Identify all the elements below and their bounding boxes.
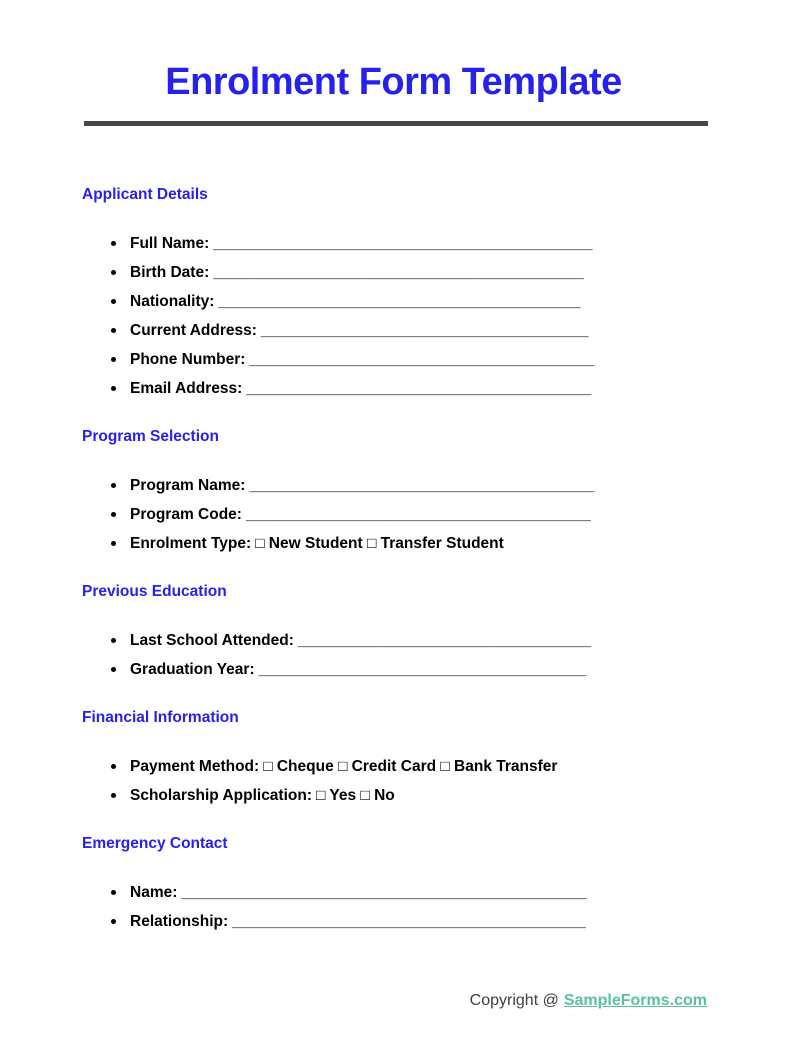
page-footer [470,991,707,1010]
field-program-name [82,471,787,500]
field-label: Program Code: [130,506,242,523]
blank-line: ________________________________________ [246,380,592,397]
field-enrolment-type [82,529,787,558]
field-full-name [82,229,787,258]
field-nationality [82,287,787,316]
field-program-code [82,500,787,529]
blank-line: __________________________________ [297,632,591,649]
section-applicant-details [82,184,787,403]
blank-line: ________________________________________ [245,506,591,523]
brand-link[interactable]: SampleForms.com [563,992,707,1009]
field-label: Full Name: [130,235,210,252]
title-divider [84,121,708,126]
blank-line: ___________________________________________ [213,264,584,281]
field-payment-method [82,752,787,781]
field-scholarship-application [82,781,787,810]
section-heading-financial-information: Financial Information [82,709,239,726]
field-last-school-attended [82,626,787,655]
section-heading-applicant-details: Applicant Details [82,186,208,203]
blank-line: ______________________________________ [258,661,587,678]
field-label: Nationality: [130,293,215,310]
field-label: Relationship: [130,913,229,930]
section-program-selection [82,426,787,558]
copyright-text: Copyright @ [469,992,559,1009]
field-list [82,471,787,558]
checkbox-options: □ Cheque □ Credit Card □ Bank Transfer [263,758,558,775]
field-current-address [82,316,787,345]
field-graduation-year [82,655,787,684]
field-phone-number [82,345,787,374]
field-email-address [82,374,787,403]
field-list [82,626,787,684]
section-heading-emergency-contact: Emergency Contact [82,835,228,852]
field-label: Last School Attended: [130,632,294,649]
blank-line: ________________________________________ [249,351,595,368]
checkbox-options: □ Yes □ No [316,787,395,804]
field-emergency-relationship [82,907,787,936]
field-label: Email Address: [130,380,243,397]
field-label: Graduation Year: [130,661,255,678]
blank-line: ________________________________________ [249,477,595,494]
section-heading-previous-education: Previous Education [82,583,227,600]
field-label: Scholarship Application: [130,787,312,804]
blank-line: _______________________________________________ [181,884,587,901]
checkbox-options: □ New Student □ Transfer Student [255,535,504,552]
field-label: Payment Method: [130,758,260,775]
field-list [82,878,787,936]
section-financial-information [82,707,787,810]
blank-line: ____________________________________________ [213,235,593,252]
field-label: Current Address: [130,322,257,339]
field-birth-date [82,258,787,287]
section-heading-program-selection: Program Selection [82,428,219,445]
field-emergency-name [82,878,787,907]
field-label: Program Name: [130,477,246,494]
page-title: Enrolment Form Template [165,61,622,103]
section-previous-education [82,581,787,684]
field-label: Phone Number: [130,351,246,368]
section-emergency-contact [82,833,787,936]
blank-line: __________________________________________ [218,293,581,310]
field-list [82,229,787,403]
field-label: Name: [130,884,178,901]
field-list [82,752,787,810]
form-content [0,184,787,936]
field-label: Birth Date: [130,264,210,281]
field-label: Enrolment Type: [130,535,252,552]
blank-line: _________________________________________ [232,913,586,930]
blank-line: ______________________________________ [260,322,589,339]
